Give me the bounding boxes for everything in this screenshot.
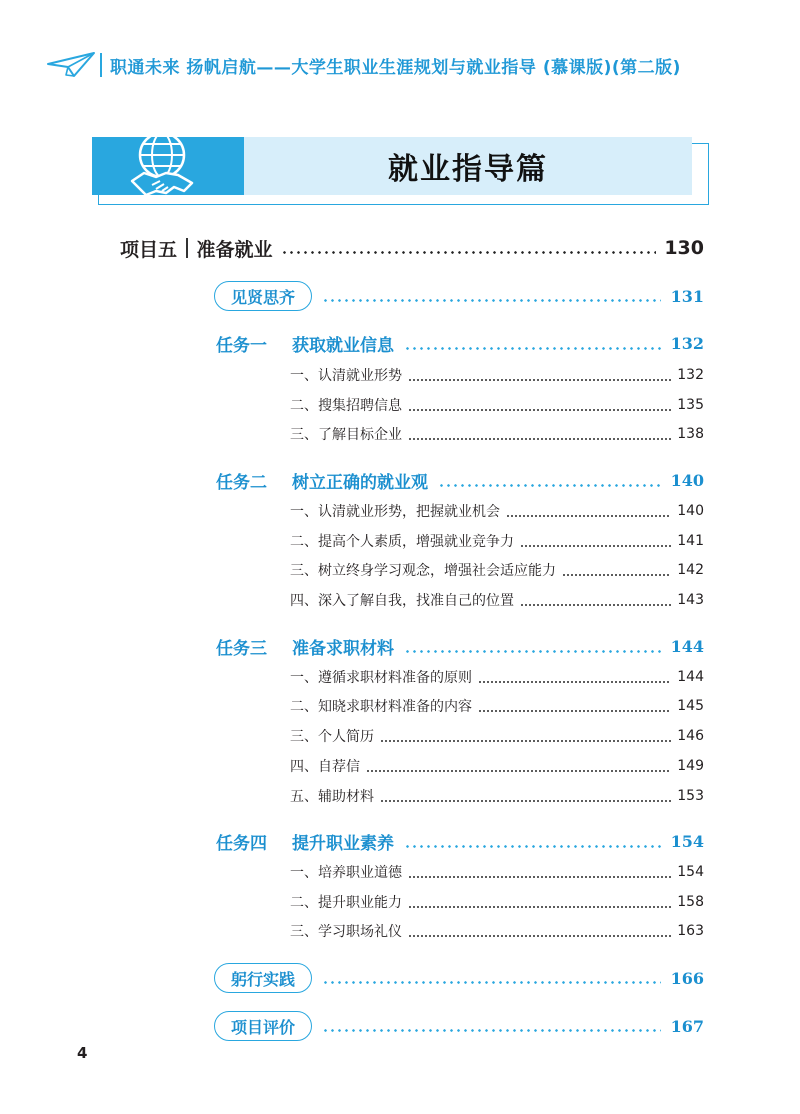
section-title: 就业指导篇 — [388, 152, 548, 187]
toc-row-task-3[interactable] — [216, 634, 704, 658]
item-text: 三、个人简历 — [290, 729, 374, 745]
page-number: 140 — [670, 470, 704, 490]
page-number: 132 — [677, 367, 704, 383]
pill-label-evaluation: 项目评价 — [214, 1011, 312, 1041]
dot-leader — [520, 545, 671, 547]
page-number: 158 — [677, 894, 704, 910]
toc-row-practice[interactable] — [214, 963, 704, 993]
section-banner — [92, 137, 709, 207]
dot-leader — [478, 710, 671, 712]
item-text: 三、树立终身学习观念，增强社会适应能力 — [290, 563, 556, 579]
dot-leader — [408, 876, 671, 878]
page-number: 138 — [677, 426, 704, 442]
toc-row-evaluation[interactable] — [214, 1011, 704, 1041]
running-header — [46, 50, 681, 80]
globe-handshake-icon — [126, 125, 198, 203]
paper-plane-icon — [46, 50, 96, 80]
toc-row-item[interactable] — [290, 394, 704, 416]
toc-row-item[interactable] — [290, 920, 704, 942]
dot-leader — [322, 299, 661, 302]
toc-row-item[interactable] — [290, 861, 704, 883]
dot-leader — [478, 681, 671, 683]
running-header-text: 职通未来 扬帆启航——大学生职业生涯规划与就业指导 (慕课版)(第二版) — [110, 57, 681, 78]
task-name: 准备求职材料 — [292, 638, 394, 659]
item-text: 五、辅助材料 — [290, 789, 374, 805]
toc-row-item[interactable] — [290, 589, 704, 611]
dot-leader — [408, 409, 671, 411]
page-number: 154 — [677, 864, 704, 880]
pill-label-practice: 躬行实践 — [214, 963, 312, 993]
dot-leader — [404, 347, 661, 350]
item-text: 一、遵循求职材料准备的原则 — [290, 670, 472, 686]
task-number: 任务四 — [216, 833, 267, 854]
toc-row-task-4[interactable] — [216, 829, 704, 853]
toc-row-item[interactable] — [290, 695, 704, 717]
page-folio: 4 — [77, 1044, 88, 1062]
pill-label-intro: 见贤思齐 — [214, 281, 312, 311]
dot-leader — [281, 251, 657, 254]
toc-row-item[interactable] — [290, 666, 704, 688]
toc-row-item[interactable] — [290, 364, 704, 386]
project-label: 项目五 — [120, 238, 178, 261]
task-name: 获取就业信息 — [292, 335, 394, 356]
project-separator — [186, 238, 188, 258]
page-number: 131 — [670, 286, 704, 306]
page-number: 153 — [677, 788, 704, 804]
task-number: 任务二 — [216, 472, 267, 493]
dot-leader — [404, 845, 661, 848]
dot-leader — [322, 981, 661, 984]
toc-row-item[interactable] — [290, 725, 704, 747]
page-number: 143 — [677, 592, 704, 608]
toc-row-intro[interactable] — [214, 281, 704, 311]
page-number: 163 — [677, 923, 704, 939]
toc-row-item[interactable] — [290, 891, 704, 913]
dot-leader — [322, 1029, 661, 1032]
dot-leader — [520, 604, 671, 606]
project-toc-row[interactable] — [120, 234, 704, 262]
dot-leader — [408, 935, 671, 937]
page-number: 154 — [670, 831, 704, 851]
dot-leader — [408, 379, 671, 381]
page-number: 144 — [670, 636, 704, 656]
dot-leader — [562, 574, 671, 576]
page-number: 167 — [670, 1016, 704, 1036]
task-number: 任务三 — [216, 638, 267, 659]
project-name: 准备就业 — [196, 238, 273, 261]
item-text: 一、培养职业道德 — [290, 865, 402, 881]
dot-leader — [408, 438, 671, 440]
task-number: 任务一 — [216, 335, 267, 356]
item-text: 二、搜集招聘信息 — [290, 398, 402, 414]
page-number: 145 — [677, 698, 704, 714]
page-number: 144 — [677, 669, 704, 685]
dot-leader — [408, 906, 671, 908]
task-name: 提升职业素养 — [292, 833, 394, 854]
page-number: 166 — [670, 968, 704, 988]
toc-row-item[interactable] — [290, 785, 704, 807]
dot-leader — [404, 650, 661, 653]
dot-leader — [380, 740, 671, 742]
dot-leader — [380, 800, 671, 802]
toc-row-item[interactable] — [290, 500, 704, 522]
project-page: 130 — [664, 237, 704, 259]
header-divider — [100, 53, 102, 77]
item-text: 二、知晓求职材料准备的内容 — [290, 699, 472, 715]
item-text: 三、了解目标企业 — [290, 427, 402, 443]
task-name: 树立正确的就业观 — [292, 472, 428, 493]
dot-leader — [438, 484, 661, 487]
dot-leader — [506, 515, 671, 517]
toc-row-item[interactable] — [290, 755, 704, 777]
page-number: 135 — [677, 397, 704, 413]
toc-row-item[interactable] — [290, 530, 704, 552]
toc-row-item[interactable] — [290, 423, 704, 445]
page-number: 140 — [677, 503, 704, 519]
item-text: 二、提高个人素质，增强就业竞争力 — [290, 534, 514, 550]
item-text: 二、提升职业能力 — [290, 895, 402, 911]
page-number: 141 — [677, 533, 704, 549]
page-number: 146 — [677, 728, 704, 744]
page-number: 149 — [677, 758, 704, 774]
page-number: 142 — [677, 562, 704, 578]
item-text: 一、认清就业形势 — [290, 368, 402, 384]
item-text: 三、学习职场礼仪 — [290, 924, 402, 940]
toc-row-task-1[interactable] — [216, 331, 704, 355]
item-text: 四、自荐信 — [290, 759, 360, 775]
dot-leader — [366, 770, 671, 772]
item-text: 一、认清就业形势，把握就业机会 — [290, 504, 500, 520]
item-text: 四、深入了解自我，找准自己的位置 — [290, 593, 514, 609]
toc-row-item[interactable] — [290, 559, 704, 581]
page-number: 132 — [670, 333, 704, 353]
toc-row-task-2[interactable] — [216, 468, 704, 492]
